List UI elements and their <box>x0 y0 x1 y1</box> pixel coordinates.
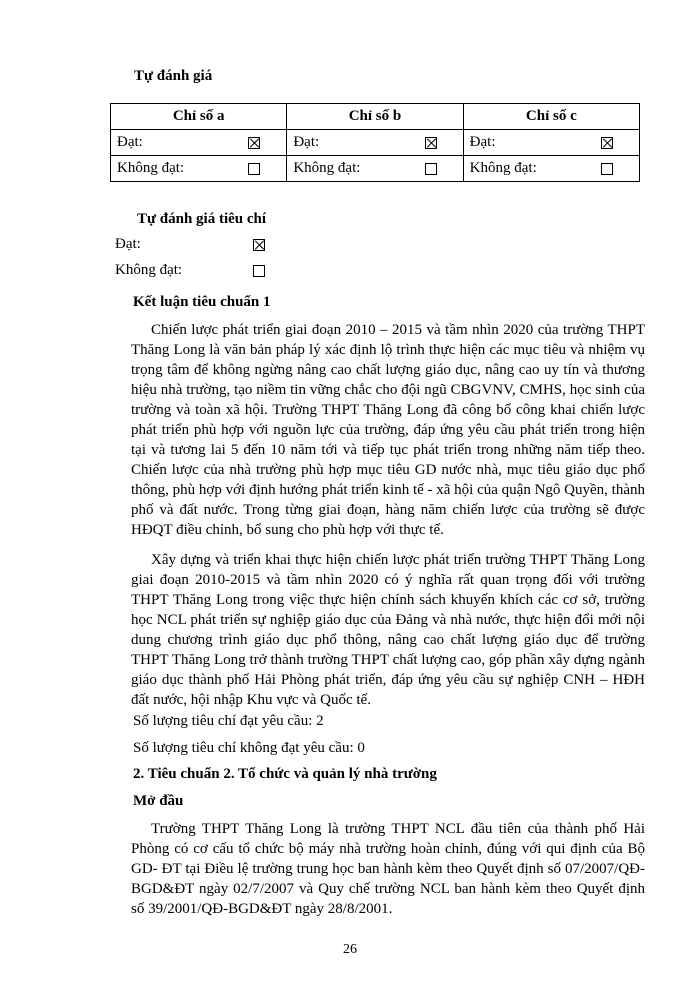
criterion-fail-label: Không đạt: <box>115 262 183 278</box>
criterion-pass-row <box>115 236 265 253</box>
cell-b-pass <box>287 130 463 156</box>
conclusion-paragraph-1: Chiến lược phát triển giai đoạn 2010 – 2015 và tầm nhìn 2020 của trường THPT Thăng Long là văn bản pháp lý xác định lộ trình thực hiện các mục tiêu và nhiệm vụ trọng tâm để không ngừng nâng cao chất lượng giáo dục, nâng cao uy tín và thương hiệu nhà trường, tạo niềm tin vững chắc cho đội ngũ CBGVNV, CMHS, học sinh của trường và toàn xã hội. Trường THPT Thăng Long đã công bố công khai chiến lược phát triển phù hợp với nguồn lực của trường, đáp ứng yêu cầu phát triển trong hiện tại và tương lai 5 đến 10 năm tới và tiếp tục phát triển trong những năm tiếp theo. Chiến lược của nhà trường phù hợp mục tiêu GD nước nhà, mục tiêu giáo dục phổ thông, phù hợp với định hướng phát triển kinh tế - xã hội của quận Ngô Quyền, thành phố và đất nước. Trong từng giai đoạn, hàng năm chiến lược của trường sẽ được HĐQT điều chỉnh, bổ sung cho phù hợp với thực tế. <box>131 322 645 538</box>
fail-label: Không đạt: <box>117 160 185 176</box>
header-index-c: Chỉ số c <box>463 104 639 130</box>
cell-c-pass <box>463 130 639 156</box>
checkbox-checked-icon <box>425 137 437 149</box>
header-index-a: Chỉ số a <box>111 104 287 130</box>
table-row <box>111 130 640 156</box>
criterion-assessment-title: Tự đánh giá tiêu chí <box>137 211 267 227</box>
checkbox-checked-icon <box>253 239 265 251</box>
pass-label: Đạt: <box>117 134 143 150</box>
cell-a-fail <box>111 156 287 182</box>
met-criteria-count: Số lượng tiêu chí đạt yêu cầu: 2 <box>133 713 324 729</box>
fail-label: Không đạt: <box>469 160 537 176</box>
checkbox-checked-icon <box>601 137 613 149</box>
checkbox-checked-icon <box>248 137 260 149</box>
criterion-pass-label: Đạt: <box>115 236 141 252</box>
cell-c-fail <box>463 156 639 182</box>
header-index-b: Chỉ số b <box>287 104 463 130</box>
index-assessment-table <box>110 103 640 182</box>
checkbox-empty-icon <box>601 163 613 175</box>
standard-2-title: 2. Tiêu chuẩn 2. Tổ chức và quản lý nhà trường <box>133 766 437 782</box>
checkbox-empty-icon <box>425 163 437 175</box>
conclusion-paragraph-2: Xây dựng và triển khai thực hiện chiến lược phát triển trường THPT Thăng Long giai đoạn 2010-2015 và tầm nhìn 2020 có ý nghĩa rất quan trọng đối với trường THPT Thăng Long trong việc thực hiện chính sách khuyến khích các cơ sở, trường học NCL phát triển sự nghiệp giáo dục của Đảng và nhà nước, thực hiện đổi mới nội dung chương trình giáo dục phổ thông, nâng cao chất lượng giáo dục để trường THPT Thăng Long trở thành trường THPT chất lượng cao, góp phần xây dựng ngành giáo dục thành phố Hải Phòng phát triển, đáp ứng yêu cầu sự nghiệp CNH – HĐH đất nước, hội nhập Khu vực và Quốc tế. <box>131 552 645 708</box>
cell-a-pass <box>111 130 287 156</box>
standard-2-paragraph: Trường THPT Thăng Long là trường THPT NCL đầu tiên của thành phố Hải Phòng có cơ cấu tổ chức bộ máy nhà trường hoàn chỉnh, đúng với qui định của Bộ GD- ĐT tại Điều lệ trường trung học ban hành kèm theo Quyết định số 07/2007/QĐ-BGD&ĐT ngày 02/7/2007 và Quy chế trường NCL ban hành kèm theo Quyết định số 39/2001/QĐ-BGD&ĐT ngày 28/8/2001. <box>131 821 645 917</box>
intro-title: Mở đầu <box>133 793 184 809</box>
criterion-fail-row <box>115 262 265 279</box>
self-assessment-title: Tự đánh giá <box>134 68 213 84</box>
fail-label: Không đạt: <box>293 160 361 176</box>
pass-label: Đạt: <box>293 134 320 150</box>
conclusion-title: Kết luận tiêu chuẩn 1 <box>133 294 271 310</box>
pass-label: Đạt: <box>469 134 496 150</box>
unmet-criteria-count: Số lượng tiêu chí không đạt yêu cầu: 0 <box>133 740 365 756</box>
checkbox-empty-icon <box>248 163 260 175</box>
page-number: 26 <box>343 942 357 957</box>
table-header-row <box>111 104 640 130</box>
table-row <box>111 156 640 182</box>
checkbox-empty-icon <box>253 265 265 277</box>
cell-b-fail <box>287 156 463 182</box>
